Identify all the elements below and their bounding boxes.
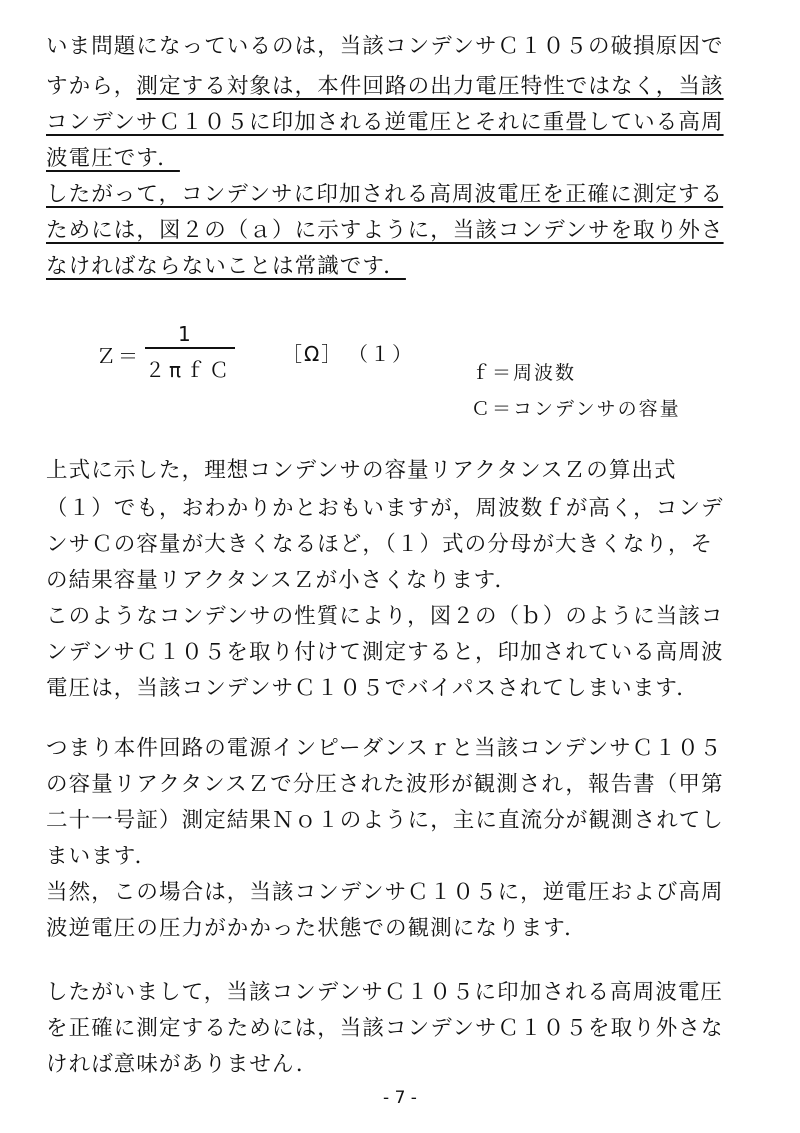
paragraph-2-line-1: 上式に示した，理想コンデンサの容量リアクタンスＺの算出式 [46,458,677,483]
paragraph-1-line-6: ためには，図２の（ａ）に示すように，当該コンデンサを取り外さ [46,218,724,243]
paragraph-2-line-3: ンサＣの容量が大きくなるほど，（１）式の分母が大きくなり，そ [46,532,714,557]
page-number: - 7 - [383,1088,417,1108]
paragraph-1-line-2-underlined: 測定する対象は，本件回路の出力電圧特性ではなく，当該 [136,74,724,99]
paragraph-1-line-5: したがって，コンデンサに印加される高周波電圧を正確に測定する [46,182,724,207]
paragraph-3-line-2: の容量リアクタンスＺで分圧された波形が観測され，報告書（甲第 [46,772,724,797]
formula-number: （１） [348,342,414,366]
paragraph-2-line-4: の結果容量リアクタンスＺが小さくなります． [46,568,518,593]
formula-fraction-bar [145,347,235,349]
paragraph-2-line-7: 電圧は，当該コンデンサＣ１０５でバイパスされてしまいます． [46,676,699,701]
paragraph-1-line-1: いま問題になっているのは，当該コンデンサＣ１０５の破損原因で [46,34,724,59]
paragraph-2-line-2: （１）でも，おわかりかとおもいますが，周波数ｆが高く，コンデ [46,496,724,521]
paragraph-1-line-7: なければならないことは常識です． [46,254,406,279]
paragraph-1-line-2-plain: すから， [46,74,137,99]
formula-definition-c: Ｃ＝コンデンサの容量 [471,398,681,420]
paragraph-3-line-3: 二十一号証）測定結果Ｎｏ１のように，主に直流分が観測されてし [46,808,725,833]
paragraph-3-line-6: 波逆電圧の圧力がかかった状態での観測になります． [46,916,587,941]
paragraph-1-line-4: 波電圧です． [46,146,180,171]
paragraph-2-line-5: このようなコンデンサの性質により，図２の（ｂ）のように当該コ [46,604,724,629]
paragraph-4-line-1: したがいまして，当該コンデンサＣ１０５に印加される高周波電圧 [46,980,724,1005]
paragraph-1-line-3: コンデンサＣ１０５に印加される逆電圧とそれに重畳している高周 [46,110,724,135]
paragraph-3-line-4: まいます． [46,844,158,869]
formula-lhs: Ｚ＝ [96,344,140,368]
paragraph-2-line-6: ンデンサＣ１０５を取り付けて測定すると，印加されている高周波 [46,640,724,665]
formula-denominator: ２πｆＣ [145,358,234,382]
formula-numerator: 1 [178,322,191,346]
paragraph-3-line-5: 当然，この場合は，当該コンデンサＣ１０５に，逆電圧および高周 [46,880,724,905]
paragraph-1-line-2 [46,72,756,102]
formula-unit: ［Ω］ [282,342,344,366]
formula-definition-f: ｆ＝周波数 [471,362,577,384]
paragraph-4-line-2: を正確に測定するためには，当該コンデンサＣ１０５を取り外さな [46,1016,724,1041]
paragraph-3-line-1: つまり本件回路の電源インピーダンスｒと当該コンデンサＣ１０５ [46,736,723,761]
paragraph-4-line-3: ければ意味がありません． [46,1052,319,1077]
